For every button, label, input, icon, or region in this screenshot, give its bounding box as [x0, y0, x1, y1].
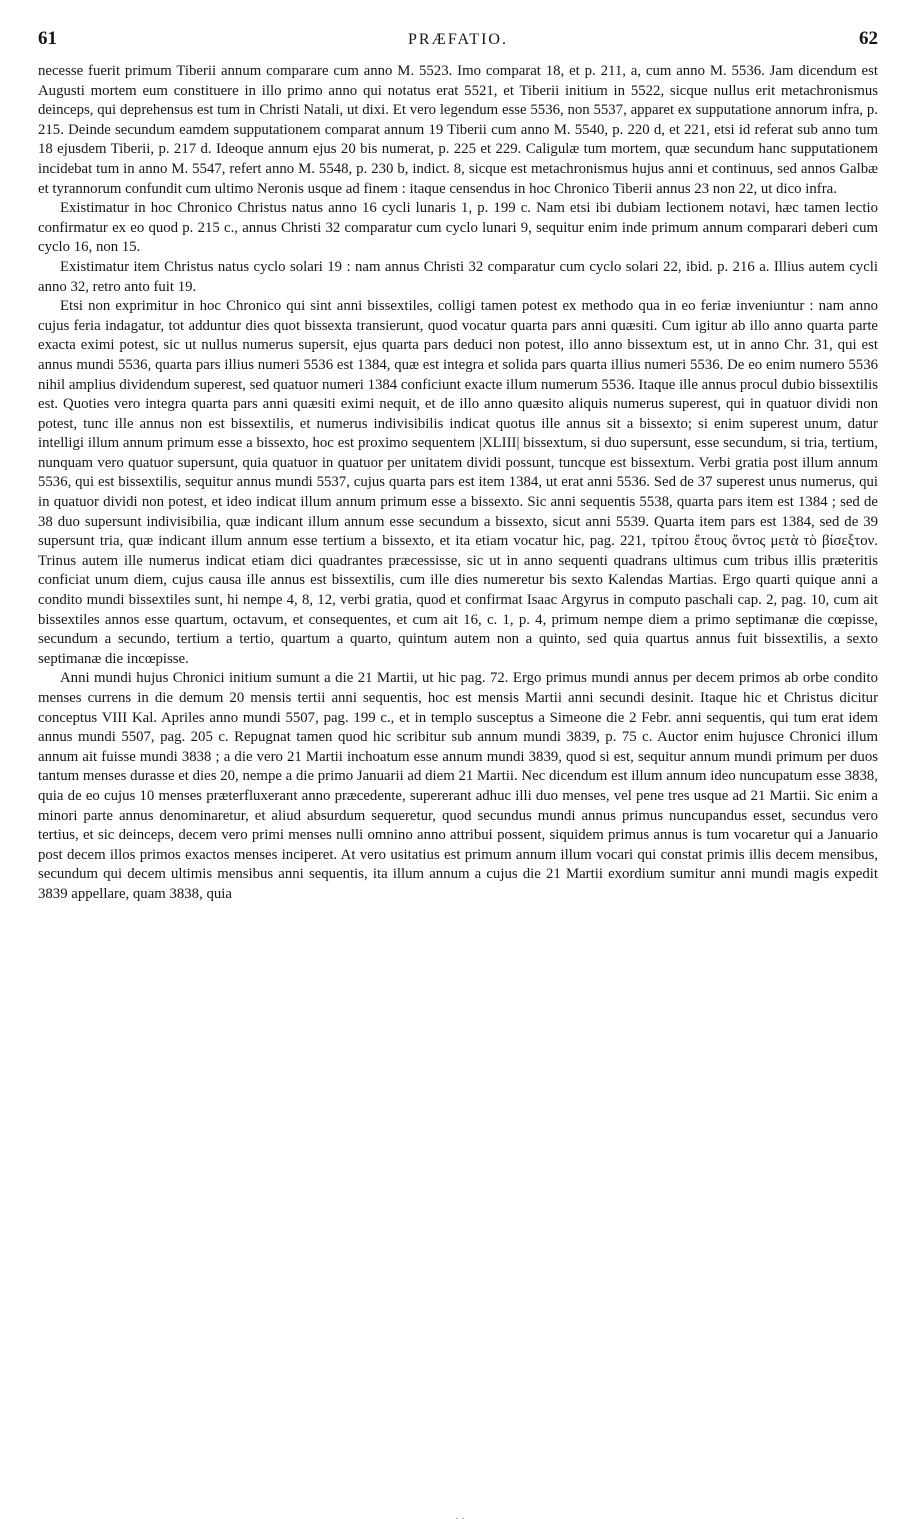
paragraph: Existimatur item Christus natus cyclo solari 19 : nam annus Christi 32 comparatur cum cyclo solari 22, ibid. p. 216 a. Illius autem cycli anno 32, retro anto fuit 19.	[38, 258, 878, 295]
paragraph: necesse fuerit primum Tiberii annum comparare cum anno M. 5523. Imo comparat 18, et p. 211, a, cum anno M. 5536. Jam dicendum est Augusti mortem eum constituere in illo primo anno qui notatus erat 5521, et Tiberii initium in 5522, sicque nullus erit metachronismus deinceps, qui deprehensus est tum in Christi Natali, ut dixi. Et vero legendum esse 5536, non 5537, apparet ex supputatione annorum infra, p. 215. Deinde secundum eamdem supputationem comparat annum 19 Tiberii cum anno M. 5540, p. 220 d, et 221, etsi id referat sub anno tum 18 ejusdem Tiberii, p. 217 d. Ideoque annum ejus 20 bis numerat, p. 225 et 229. Caligulæ tum mortem, quæ secundum hanc supputationem incidebat tum in anno M. 5547, refert anno M. 5548, p. 230 b, indict. 8, sicque est metachronismus hujus anni et continuus, sed annos Galbæ et tyrannorum confundit cum ultimo Neronis usque ad finem : itaque censendus in hoc Chronico Tiberii annus 23 non 22, ut dico infra.	[38, 63, 878, 197]
paragraph: Anni mundi hujus Chronici initium sumunt a die 21 Martii, ut hic pag. 72. Ergo primus mundi annus per decem primos ab orbe condito menses currens in die demum 20 mensis tertii anni sequentis, hoc est mensis Martii anni secundi desinit. Itaque hic et Christus dicitur conceptus VIII Kal. Apriles anno mundi 5507, pag. 199 c., et in templo susceptus a Simeone die 2 Febr. anni sequentis, qui tum erat idem annus mundi 5507, pag. 205 c. Repugnat tamen quod hic scribitur sub annum mundi 3839, p. 75 c. Auctor enim hujusce Chronici illum annum ait fuisse mundi 3838 ; a die vero 21 Martii inchoatum esse annum mundi 3839, quod si est, sequitur annum mundi primum per duos tantum menses durasse et dies 20, nempe a die primo Januarii ad diem 21 Martii. Nec dicendum est illum annum ideo nuncupatum esse 3838, quia de eo cujus 10 menses præterfluxerant anno præcedente, supererant adhuc illi duo menses, vel pene tres usque ad 21 Martii. Sic enim a minori parte annus denominaretur, et aliud absurdum sequeretur, quod secundus mundi annus primus nuncupandus esset, secundus vero tertius, et sic deinceps, decem vero primi menses nulli omnino anno attribui possent, siquidem primus annus is tum vocaretur qui a Januario post decem illos primos exactos menses inciperet. At vero usitatius est primum annum illum vocari qui constat primis illis decem mensibus, secundum qui decem ultimis mensibus anni sequentis, ita illum annum a cujus die 21 Martii exordium sumitur anni mundi magis expedit 3839 appellare, quam 3838, quia	[38, 670, 878, 902]
running-title: PRÆFATIO.	[408, 31, 508, 48]
body-text	[38, 62, 878, 905]
paragraph: Etsi non exprimitur in hoc Chronico qui sint anni bissextiles, colligi tamen potest ex methodo qua in eo feriæ inveniuntur : nam anno cujus feria indagatur, tot adduntur dies quot bissexta transierunt, quod vocatur quarta pars anni quæsiti. Cum igitur ab illo anno quarta parte exacta eximi potest, sic ut nullus numerus supersit, ejus quarta pars deduci non potest, illo anno bissextum est, ut in anno Chr. 31, qui est annus mundi 5536, quarta pars illius numeri 5536 est 1384, quæ est integra et solida pars quarta illius numeri 5536. De eo enim numero 5536 nihil amplius dividendum superest, sed quatuor numeri 1384 conficiunt exacte illum numerum 5536. Itaque ille annus procul dubio bissextilis est. Quoties vero integra quarta pars anni quæsiti eximi nequit, et de illo anno quæsito aliquis numerus superest, qui in quatuor dividi non potest, tunc ille annus non est bissextilis, et numerus indivisibilis indicat quotus ille annus sit a bissexto; si enim superest unum, datur intelligi illum annum primum esse a bissexto, hoc est proximo sequentem |XLIII| bissextum, si duo supersunt, esse secundum, si tria, tertium, nunquam vero quatuor supersunt, quia quatuor in quatuor per unitatem dividi possunt, tuncque est bissextum. Verbi gratia post illum annum 5536, qui est bissextilis, sequitur annus mundi 5537, cujus quarta pars est item 1384, ut erat anni 5536. Sed de 37 superest unus numerus, qui in quatuor dividi non potest, et ideo indicat illum annum primum esse a bissexto. Sic anni sequentis 5538, quarta pars item est 1384 ; sed de 38 duo supersunt indivisibilia, quæ indicant illum annum esse secundum a bissexto, sicut anni 5539. Quarta item pars est 1384, sed de 39 supersunt tria, quæ indicant illum annum esse tertium a bissexto, et ita etiam vocatur hic, pag. 221, τρίτου ἔτους ὄντος μετὰ τὸ βίσεξτον. Trinus autem ille numerus indicat etiam dici quadrantes præcessisse, sic ut in anno sequenti quadrans ultimus cum tribus illis præteritis conficiat unum diem, cujus causa ille annus est bissextilis, cum ille dies numeretur bis sexto Kalendas Martias. Ergo quarti quique anni a condito mundi bissextiles sunt, hi nempe 4, 8, 12, verbi gratia, quod et confirmat Isaac Argyrus in computo paschali cap. 2, pag. 10, cum ait bissextiles annos esse quartum, octavum, et consequentes, et cum ait 16, c. 1, p. 4, primum nempe diem a primo septimanæ die cœpisse, secundum a secundo, tertium a tertio, quartum a quarto, quintum autem non a quinto, sed quia quartus annus fuit bissextilis, a sexto septimanæ die incœpisse.	[38, 298, 878, 667]
running-header	[38, 28, 878, 62]
page-number-right: 62	[858, 28, 878, 49]
page-number-left: 61	[38, 28, 57, 49]
footer-marks: . .	[455, 1508, 465, 1522]
paragraph: Existimatur in hoc Chronico Christus natus anno 16 cycli lunaris 1, p. 199 c. Nam etsi ibi dubiam lectionem notavi, hæc tamen lectio confirmatur ex eo quod p. 215 c., annus Christi 32 comparatur cum cyclo lunari 9, sequitur enim inde primum annum comparari deberi cum cyclo 16, non 15.	[38, 200, 878, 256]
